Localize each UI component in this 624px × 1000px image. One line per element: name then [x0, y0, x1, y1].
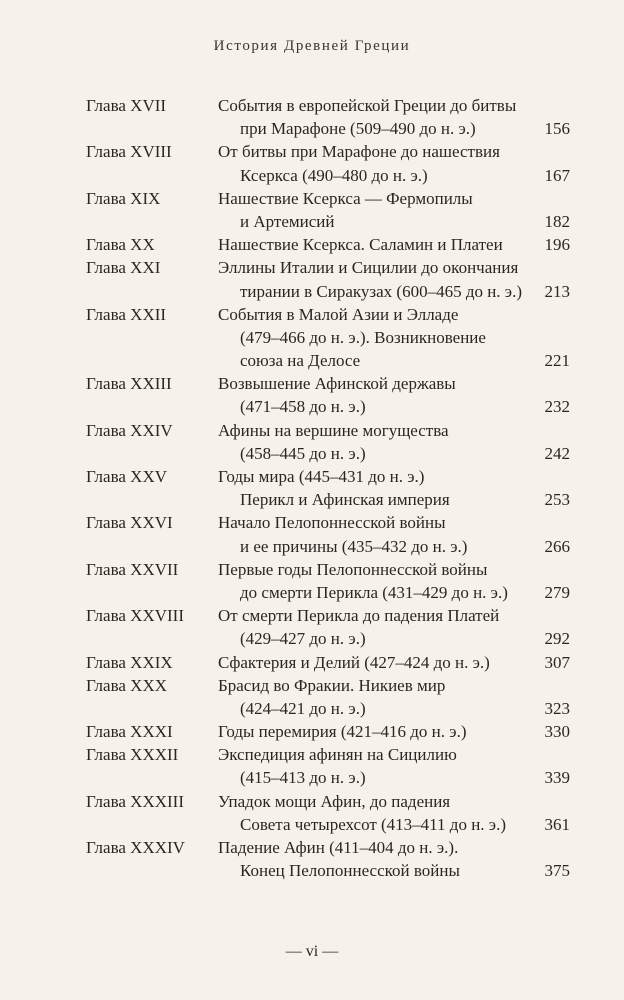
chapter-title-line: События в европейской Греции до битвы: [218, 96, 517, 115]
chapter-title-line: Первые годы Пелопоннесской войны: [218, 559, 488, 579]
toc-line: [86, 117, 570, 140]
chapter-label: Глава XX: [86, 235, 155, 255]
toc-line: [86, 581, 570, 604]
page-ref: 182: [544, 211, 570, 231]
toc-line: [86, 280, 570, 303]
chapter-label: Глава XXXI: [86, 722, 173, 742]
toc-line: [86, 627, 570, 650]
chapter-title-line: От битвы при Марафоне до нашествия: [218, 142, 500, 162]
toc-line: [86, 859, 570, 882]
toc-line: [86, 836, 570, 859]
chapter-title-line: Брасид во Фракии. Никиев мир: [218, 675, 446, 695]
chapter-title-line: (429–427 до н. э.): [240, 629, 366, 649]
toc-line: [86, 674, 570, 697]
toc-entry: [86, 651, 570, 674]
chapter-title-line: Возвышение Афинской державы: [218, 374, 456, 394]
chapter-title-line: (458–445 до н. э.): [240, 443, 366, 463]
chapter-title-line: (471–458 до н. э.): [240, 397, 366, 417]
chapter-label: Глава XXIX: [86, 652, 173, 672]
chapter-title-line: События в Малой Азии и Элладе: [218, 304, 459, 324]
toc-line: [86, 140, 570, 163]
toc-entry: [86, 558, 570, 604]
page-ref: 330: [544, 722, 570, 742]
page-ref: 375: [544, 861, 570, 881]
chapter-title-line: Падение Афин (411–404 до н. э.).: [218, 838, 459, 857]
chapter-title-line: Начало Пелопоннесской войны: [218, 513, 446, 533]
toc-entry: [86, 372, 570, 418]
toc-entry: [86, 674, 570, 720]
toc-entry: [86, 303, 570, 373]
toc-entry: [86, 140, 570, 186]
chapter-title-line: Годы перемирия (421–416 до н. э.): [218, 722, 467, 742]
running-head: История Древней Греции: [213, 38, 411, 54]
toc-line: [86, 651, 570, 674]
chapter-title-line: Перикл и Афинская империя: [240, 490, 450, 510]
chapter-label: Глава XXX: [86, 675, 168, 695]
chapter-label: Глава XXXIV: [86, 838, 185, 857]
toc-line: [86, 372, 570, 395]
toc-line: [86, 187, 570, 210]
page-ref: 307: [544, 652, 570, 672]
chapter-title-line: Афины на вершине могущества: [218, 420, 449, 440]
toc-line: [86, 442, 570, 465]
toc-line: [86, 813, 570, 836]
toc-entry: [86, 233, 570, 256]
toc-entry: [86, 187, 570, 233]
toc-entry: [86, 743, 570, 789]
chapter-title-line: союза на Делосе: [240, 351, 361, 371]
chapter-title-line: при Марафоне (509–490 до н. э.): [240, 119, 476, 139]
page-ref: 213: [544, 281, 570, 301]
page-ref: 292: [544, 629, 570, 649]
toc-line: [86, 743, 570, 766]
chapter-title-line: (479–466 до н. э.). Возникновение: [240, 327, 486, 347]
toc-line: [86, 395, 570, 418]
chapter-title-line: Экспедиция афинян на Сицилию: [218, 745, 457, 765]
toc-entry: [86, 419, 570, 465]
page-ref: 253: [544, 490, 570, 510]
toc-line: [86, 210, 570, 233]
chapter-label: Глава XXVII: [86, 559, 179, 579]
toc-entry: [86, 790, 570, 836]
chapter-title-line: Сфактерия и Делий (427–424 до н. э.): [218, 652, 490, 672]
chapter-label: Глава XXIII: [86, 374, 172, 394]
toc-line: [86, 465, 570, 488]
page-ref: 167: [544, 165, 570, 185]
chapter-title-line: и Артемисий: [240, 211, 335, 231]
toc-entry: [86, 604, 570, 650]
chapter-label: Глава XXV: [86, 467, 168, 486]
page-ref: 279: [544, 582, 570, 602]
toc-line: [86, 604, 570, 627]
toc-line: [86, 488, 570, 511]
chapter-title-line: до смерти Перикла (431–429 до н. э.): [240, 582, 508, 602]
toc-entry: [86, 511, 570, 557]
chapter-label: Глава XVIII: [86, 142, 172, 162]
chapter-title-line: и ее причины (435–432 до н. э.): [240, 536, 468, 556]
toc-line: [86, 94, 570, 117]
chapter-title-line: Конец Пелопоннесской войны: [240, 861, 460, 881]
toc-line: [86, 349, 570, 372]
chapter-label: Глава XXIV: [86, 420, 173, 440]
toc-line: [86, 558, 570, 581]
toc-line: [86, 511, 570, 534]
page-ref: 266: [544, 536, 570, 556]
toc-line: [86, 766, 570, 789]
chapter-title-line: Эллины Италии и Сицилии до окончания: [218, 258, 519, 278]
chapter-label: Глава XXI: [86, 258, 161, 278]
chapter-title-line: Упадок мощи Афин, до падения: [218, 791, 451, 811]
page-ref: 221: [544, 351, 570, 371]
toc-line: [86, 303, 570, 326]
chapter-label: Глава XXXII: [86, 745, 179, 765]
page-ref: 232: [544, 397, 570, 417]
toc-line: [86, 790, 570, 813]
page-ref: 156: [544, 119, 570, 139]
page-ref: 361: [544, 814, 570, 834]
toc-line: [86, 326, 570, 349]
page-number: — vi —: [285, 943, 339, 960]
toc-line: [86, 720, 570, 743]
chapter-title-line: От смерти Перикла до падения Платей: [218, 606, 500, 626]
chapter-label: Глава XXVI: [86, 513, 173, 533]
page-ref: 339: [544, 768, 570, 788]
toc-entry: [86, 465, 570, 511]
toc-line: [86, 535, 570, 558]
chapter-title-line: Годы мира (445–431 до н. э.): [218, 467, 425, 486]
chapter-label: Глава XXII: [86, 304, 167, 324]
chapter-label: Глава XVII: [86, 96, 167, 115]
toc-entry: [86, 720, 570, 743]
toc-line: [86, 419, 570, 442]
page-ref: 242: [544, 443, 570, 463]
chapter-title-line: (415–413 до н. э.): [240, 768, 366, 788]
toc-line: [86, 164, 570, 187]
chapter-title-line: Нашествие Ксеркса. Саламин и Платеи: [218, 235, 503, 255]
chapter-title-line: тирании в Сиракузах (600–465 до н. э.): [240, 281, 523, 301]
toc-entry: [86, 94, 570, 140]
toc-line: [86, 697, 570, 720]
toc-line: [86, 233, 570, 256]
toc-entry: [86, 836, 570, 882]
page-ref: 196: [544, 235, 570, 255]
toc-line: [86, 256, 570, 279]
chapter-title-line: Ксеркса (490–480 до н. э.): [240, 165, 428, 185]
chapter-label: Глава XXVIII: [86, 606, 184, 626]
table-of-contents: [86, 94, 570, 882]
chapter-title-line: (424–421 до н. э.): [240, 698, 366, 718]
chapter-label: Глава XXXIII: [86, 791, 184, 811]
chapter-label: Глава XIX: [86, 188, 161, 208]
chapter-title-line: Нашествие Ксеркса — Фермопилы: [218, 188, 473, 208]
toc-entry: [86, 256, 570, 302]
chapter-title-line: Совета четырехсот (413–411 до н. э.): [240, 814, 507, 834]
page-ref: 323: [544, 698, 570, 718]
